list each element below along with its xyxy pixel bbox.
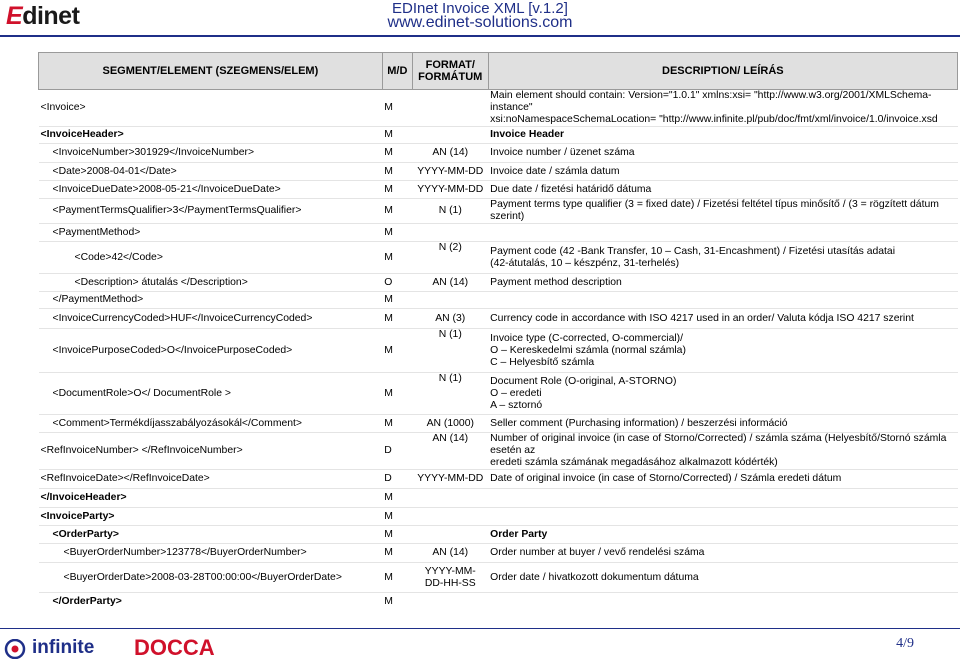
segment-element-cell: <RefInvoiceNumber> </RefInvoiceNumber> <box>39 433 383 470</box>
table-row <box>39 144 958 163</box>
edinet-logo: Edinet <box>6 2 80 30</box>
segment-element-cell: <Description> átutalás </Description> <box>39 274 383 292</box>
table-row <box>39 563 958 593</box>
table-row <box>39 329 958 373</box>
table-header-row <box>39 53 958 90</box>
description-cell: Due date / fizetési határidő dátuma <box>488 181 957 199</box>
md-cell: M <box>382 224 412 242</box>
format-cell <box>412 292 488 309</box>
description-cell <box>488 292 957 309</box>
description-cell: Invoice Header <box>488 127 957 144</box>
md-cell: M <box>382 127 412 144</box>
md-cell: M <box>382 489 412 508</box>
description-cell <box>488 508 957 526</box>
format-cell: YYYY-MM- DD-HH-SS <box>412 563 488 593</box>
segment-element-cell: <Code>42</Code> <box>39 242 383 274</box>
segment-element-cell: <RefInvoiceDate></RefInvoiceDate> <box>39 470 383 489</box>
infinite-brand: infinite <box>32 637 95 658</box>
description-cell: Seller comment (Purchasing information) / beszerzési információ <box>488 415 957 433</box>
segment-element-cell: </OrderParty> <box>39 593 383 611</box>
table-row <box>39 274 958 292</box>
format-cell: AN (3) <box>412 309 488 329</box>
table-row <box>39 127 958 144</box>
segment-element-cell: </PaymentMethod> <box>39 292 383 309</box>
segment-element-cell: <InvoiceNumber>301929</InvoiceNumber> <box>39 144 383 163</box>
md-cell: D <box>382 470 412 489</box>
md-cell: M <box>382 373 412 415</box>
md-cell: M <box>382 242 412 274</box>
format-cell: YYYY-MM-DD <box>412 181 488 199</box>
infinite-mark-icon <box>4 639 26 659</box>
description-cell: Order Party <box>488 526 957 544</box>
segment-element-cell: <OrderParty> <box>39 526 383 544</box>
table-row <box>39 508 958 526</box>
description-cell <box>488 224 957 242</box>
header-rule <box>0 35 960 37</box>
description-cell: Number of original invoice (in case of Storno/Corrected) / számla száma (Helyesbítő/Stornó számla esetén az eredeti számla számának megadásához alkalmazott kódérték) <box>488 433 957 470</box>
description-cell: Invoice number / üzenet száma <box>488 144 957 163</box>
segment-element-cell: </InvoiceHeader> <box>39 489 383 508</box>
table-row <box>39 163 958 181</box>
description-cell: Order number at buyer / vevő rendelési száma <box>488 544 957 563</box>
format-cell <box>412 489 488 508</box>
table-row <box>39 526 958 544</box>
description-cell: Order date / hivatkozott dokumentum dátuma <box>488 563 957 593</box>
page-header <box>0 0 960 34</box>
table-row <box>39 544 958 563</box>
segment-element-cell: <Invoice> <box>39 90 383 127</box>
description-cell: Invoice date / számla datum <box>488 163 957 181</box>
md-cell: M <box>382 526 412 544</box>
description-cell: Date of original invoice (in case of Storno/Corrected) / Számla eredeti dátum <box>488 470 957 489</box>
segment-element-cell: <Date>2008-04-01</Date> <box>39 163 383 181</box>
md-cell: M <box>382 329 412 373</box>
format-cell: N (2) <box>412 242 488 274</box>
infinite-docca-logo <box>4 637 304 661</box>
format-cell: AN (14) <box>412 544 488 563</box>
format-cell: N (1) <box>412 373 488 415</box>
description-cell: Main element should contain: Version="1.0.1" xmlns:xsi= "http://www.w3.org/2001/XMLSchema-instance" xsi:noNamespaceSchemaLocation= "http://www.infinite.pl/pub/doc/fmt/xml/invoice/1.0/invoice.xsd <box>488 90 957 127</box>
md-cell: M <box>382 544 412 563</box>
segment-element-cell: <BuyerOrderDate>2008-03-28T00:00:00</BuyerOrderDate> <box>39 563 383 593</box>
table-row <box>39 199 958 224</box>
segment-element-cell: <PaymentMethod> <box>39 224 383 242</box>
table-row <box>39 242 958 274</box>
table-row <box>39 489 958 508</box>
format-cell: N (1) <box>412 329 488 373</box>
format-cell: AN (14) <box>412 274 488 292</box>
table-row <box>39 181 958 199</box>
md-cell: M <box>382 563 412 593</box>
format-cell: AN (14) <box>412 144 488 163</box>
segment-element-cell: <InvoiceParty> <box>39 508 383 526</box>
page-number: 4/9 <box>896 636 914 651</box>
format-cell: AN (1000) <box>412 415 488 433</box>
table-row <box>39 470 958 489</box>
description-cell <box>488 593 957 611</box>
column-header-format: FORMAT/ FORMÁTUM <box>412 53 488 90</box>
description-cell: Payment method description <box>488 274 957 292</box>
description-cell: Document Role (O-original, A-STORNO) O – eredeti A – sztornó <box>488 373 957 415</box>
format-cell <box>412 90 488 127</box>
segment-element-cell: <Comment>Termékdíjasszabályozásokál</Comment> <box>39 415 383 433</box>
column-header-segment: SEGMENT/ELEMENT (SZEGMENS/ELEM) <box>39 53 383 90</box>
format-cell: N (1) <box>412 199 488 224</box>
format-cell <box>412 224 488 242</box>
format-cell: YYYY-MM-DD <box>412 470 488 489</box>
description-cell: Invoice type (C-corrected, O-commercial)/ O – Kereskedelmi számla (normal számla) C – Helyesbítő számla <box>488 329 957 373</box>
md-cell: M <box>382 508 412 526</box>
docca-product: DOCCA <box>134 635 215 660</box>
format-cell <box>412 508 488 526</box>
format-cell: YYYY-MM-DD <box>412 163 488 181</box>
segment-element-cell: <BuyerOrderNumber>123778</BuyerOrderNumber> <box>39 544 383 563</box>
segment-element-cell: <DocumentRole>O</ DocumentRole > <box>39 373 383 415</box>
md-cell: M <box>382 415 412 433</box>
segment-element-cell: <InvoiceDueDate>2008-05-21</InvoiceDueDate> <box>39 181 383 199</box>
column-header-description: DESCRIPTION/ LEÍRÁS <box>488 53 957 90</box>
column-header-md: M/D <box>382 53 412 90</box>
md-cell: M <box>382 144 412 163</box>
md-cell: D <box>382 433 412 470</box>
md-cell: M <box>382 90 412 127</box>
table-row <box>39 415 958 433</box>
md-cell: O <box>382 274 412 292</box>
format-cell <box>412 526 488 544</box>
description-cell <box>488 489 957 508</box>
md-cell: M <box>382 199 412 224</box>
description-cell: Payment code (42 -Bank Transfer, 10 – Cash, 31-Encashment) / Fizetési utasítás adatai (42-átutalás, 10 – készpénz, 31-terhelés) <box>488 242 957 274</box>
segment-element-cell: <InvoiceCurrencyCoded>HUF</InvoiceCurrencyCoded> <box>39 309 383 329</box>
website-url[interactable]: www.edinet-solutions.com <box>387 14 573 31</box>
table-row <box>39 292 958 309</box>
md-cell: M <box>382 309 412 329</box>
table-row <box>39 373 958 415</box>
table-row <box>39 433 958 470</box>
table-row <box>39 593 958 611</box>
segment-element-cell: <PaymentTermsQualifier>3</PaymentTermsQualifier> <box>39 199 383 224</box>
segment-element-cell: <InvoiceHeader> <box>39 127 383 144</box>
table-row <box>39 90 958 127</box>
md-cell: M <box>382 593 412 611</box>
md-cell: M <box>382 292 412 309</box>
format-cell <box>412 127 488 144</box>
md-cell: M <box>382 163 412 181</box>
footer-rule <box>0 628 960 629</box>
specification-table <box>38 52 958 611</box>
table-row <box>39 309 958 329</box>
format-cell: AN (14) <box>412 433 488 470</box>
format-cell <box>412 593 488 611</box>
md-cell: M <box>382 181 412 199</box>
description-cell: Payment terms type qualifier (3 = fixed date) / Fizetési feltétel típus minősítő / (3 = rögzített dátum szerint) <box>488 199 957 224</box>
description-cell: Currency code in accordance with ISO 4217 used in an order/ Valuta kódja ISO 4217 szerint <box>488 309 957 329</box>
document-title: EDInet Invoice XML [v.1.2] <box>392 0 568 17</box>
table-row <box>39 224 958 242</box>
segment-element-cell: <InvoicePurposeCoded>O</InvoicePurposeCoded> <box>39 329 383 373</box>
